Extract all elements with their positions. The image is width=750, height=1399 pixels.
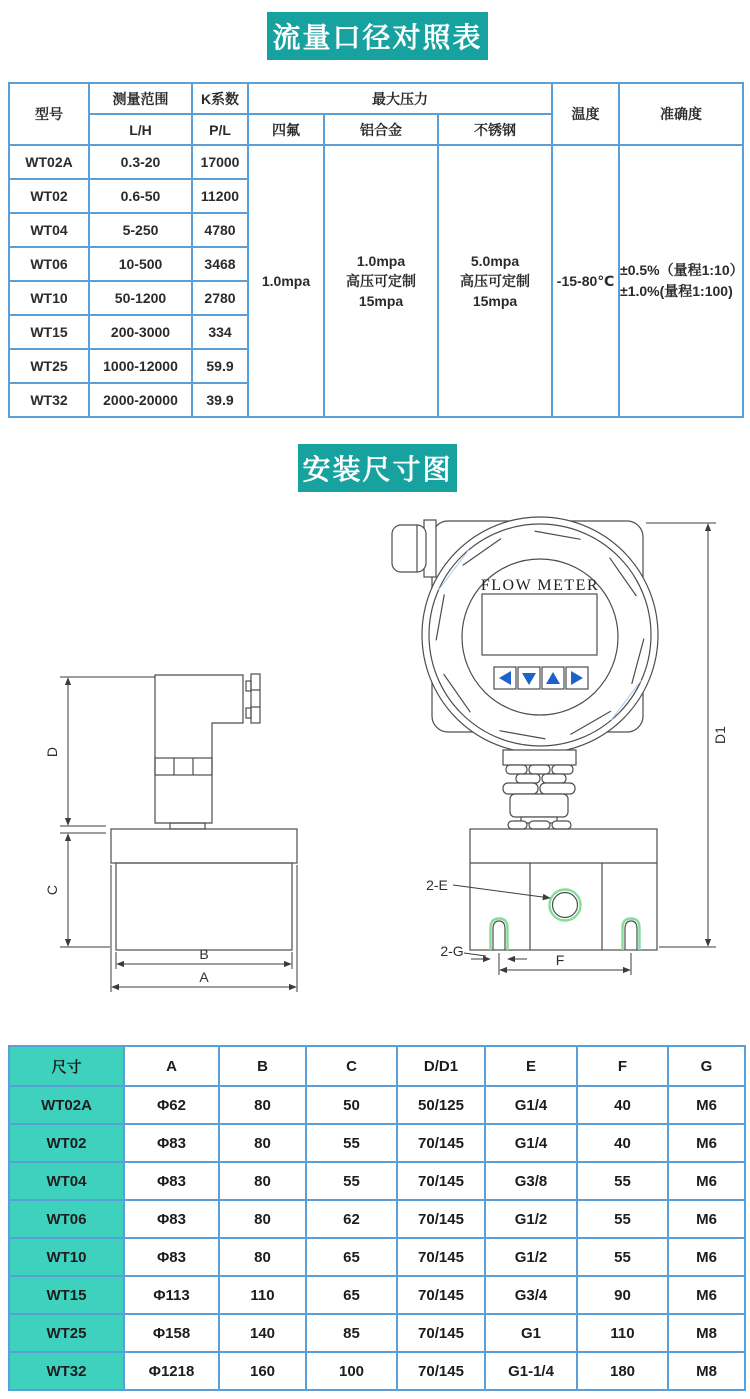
table-row <box>9 1200 745 1238</box>
b-cell: 160 <box>219 1352 306 1390</box>
e-cell: G1/2 <box>485 1200 577 1238</box>
range-cell: 2000-20000 <box>89 383 192 417</box>
front-view-drawing <box>392 517 728 975</box>
side-view-drawing <box>44 674 297 992</box>
f-cell: 180 <box>577 1352 668 1390</box>
b-cell: 80 <box>219 1162 306 1200</box>
fitting-stack <box>503 750 576 829</box>
c-cell: 55 <box>306 1124 397 1162</box>
k-cell: 59.9 <box>192 349 248 383</box>
dim-table-body <box>9 1086 745 1390</box>
mounting-slots <box>491 919 640 951</box>
g-cell: M6 <box>668 1086 745 1124</box>
table-row <box>9 1238 745 1276</box>
model-cell: WT02 <box>9 1124 124 1162</box>
f-cell: 110 <box>577 1314 668 1352</box>
dimension-d1 <box>646 523 728 947</box>
dim-header-row <box>9 1046 745 1086</box>
dimension-label-f: F <box>555 952 565 968</box>
aluminum-pressure-cell <box>324 145 438 417</box>
model-cell: WT06 <box>9 1200 124 1238</box>
g-cell: M6 <box>668 1238 745 1276</box>
header-model: 型号 <box>9 83 89 145</box>
dimension-a <box>111 865 297 992</box>
flow-spec-table <box>8 82 744 418</box>
connector-plug <box>246 674 260 723</box>
k-cell: 334 <box>192 315 248 349</box>
dimension-label-d: D <box>44 746 60 758</box>
model-cell: WT25 <box>9 1314 124 1352</box>
g-cell: M6 <box>668 1162 745 1200</box>
range-cell: 1000-12000 <box>89 349 192 383</box>
dimension-d <box>44 677 155 826</box>
e-cell: G1 <box>485 1314 577 1352</box>
base-body <box>116 863 292 950</box>
hole-callout <box>426 877 550 898</box>
g-cell: M6 <box>668 1200 745 1238</box>
dimension-label-c: C <box>44 884 60 896</box>
ptfe-pressure-cell: 1.0mpa <box>248 145 324 417</box>
c-cell: 50 <box>306 1086 397 1124</box>
accuracy-line1: ±0.5%（量程1:10） <box>620 262 744 278</box>
hole-label: 2-E <box>426 877 448 893</box>
header-g: G <box>668 1046 745 1086</box>
header-f: F <box>577 1046 668 1086</box>
model-cell: WT02 <box>9 179 89 213</box>
header-k: K系数 <box>192 83 248 114</box>
dd1-cell: 70/145 <box>397 1124 485 1162</box>
hex-band <box>155 758 212 775</box>
header-max-pressure: 最大压力 <box>248 83 552 114</box>
model-cell: WT02A <box>9 1086 124 1124</box>
outer-bezel-circle <box>422 517 658 753</box>
f-cell: 55 <box>577 1162 668 1200</box>
header-range-unit: L/H <box>89 114 192 145</box>
b-cell: 80 <box>219 1238 306 1276</box>
dimension-label-d1: D1 <box>712 726 728 744</box>
table-row <box>9 145 743 179</box>
slot-label: 2-G <box>440 943 464 959</box>
install-diagram-title: 安装尺寸图 <box>302 454 453 485</box>
e-cell: G1/2 <box>485 1238 577 1276</box>
table-row <box>9 1162 745 1200</box>
c-cell: 62 <box>306 1200 397 1238</box>
b-cell: 80 <box>219 1086 306 1124</box>
header-temperature: 温度 <box>552 83 619 145</box>
k-cell: 39.9 <box>192 383 248 417</box>
model-cell: WT10 <box>9 1238 124 1276</box>
header-stainless: 不锈钢 <box>438 114 552 145</box>
temperature-cell: -15-80℃ <box>552 145 619 417</box>
model-cell: WT04 <box>9 1162 124 1200</box>
g-cell: M8 <box>668 1314 745 1352</box>
model-cell: WT15 <box>9 1276 124 1314</box>
header-ptfe: 四氟 <box>248 114 324 145</box>
cable-gland <box>392 520 436 577</box>
e-cell: G3/8 <box>485 1162 577 1200</box>
model-cell: WT10 <box>9 281 89 315</box>
dimension-f <box>499 952 631 975</box>
model-cell: WT32 <box>9 1352 124 1390</box>
f-cell: 55 <box>577 1200 668 1238</box>
port-hole <box>550 890 581 921</box>
f-cell: 90 <box>577 1276 668 1314</box>
range-cell: 50-1200 <box>89 281 192 315</box>
model-cell: WT15 <box>9 315 89 349</box>
base-plate <box>111 829 297 863</box>
neck <box>170 823 205 829</box>
c-cell: 65 <box>306 1238 397 1276</box>
a-cell: Φ113 <box>124 1276 219 1314</box>
range-cell: 0.6-50 <box>89 179 192 213</box>
range-cell: 200-3000 <box>89 315 192 349</box>
header-aluminum: 铝合金 <box>324 114 438 145</box>
header-dd1: D/D1 <box>397 1046 485 1086</box>
installation-dimension-diagram <box>0 495 750 1010</box>
dd1-cell: 70/145 <box>397 1162 485 1200</box>
g-cell: M8 <box>668 1352 745 1390</box>
c-cell: 100 <box>306 1352 397 1390</box>
a-cell: Φ83 <box>124 1238 219 1276</box>
model-cell: WT04 <box>9 213 89 247</box>
aluminum-pressure-line1: 1.0mpa <box>356 252 406 269</box>
e-cell: G1/4 <box>485 1086 577 1124</box>
stainless-pressure-cell <box>438 145 552 417</box>
flow-table-title-banner <box>267 12 488 60</box>
dd1-cell: 70/145 <box>397 1238 485 1276</box>
table-row <box>9 1276 745 1314</box>
accuracy-line2: ±1.0%(量程1:100) <box>620 283 733 299</box>
a-cell: Φ83 <box>124 1124 219 1162</box>
c-cell: 55 <box>306 1162 397 1200</box>
b-cell: 80 <box>219 1200 306 1238</box>
a-cell: Φ158 <box>124 1314 219 1352</box>
header-size: 尺寸 <box>9 1046 124 1086</box>
e-cell: G1-1/4 <box>485 1352 577 1390</box>
g-cell: M6 <box>668 1124 745 1162</box>
header-b: B <box>219 1046 306 1086</box>
dimension-label-b: B <box>199 946 209 962</box>
slot-callout <box>440 943 527 959</box>
model-cell: WT02A <box>9 145 89 179</box>
e-cell: G3/4 <box>485 1276 577 1314</box>
header-a: A <box>124 1046 219 1086</box>
dimension-label-a: A <box>199 969 209 985</box>
range-cell: 5-250 <box>89 213 192 247</box>
table-row <box>9 1086 745 1124</box>
flow-meter-label: FLOW METER <box>480 577 600 594</box>
dd1-cell: 50/125 <box>397 1086 485 1124</box>
a-cell: Φ83 <box>124 1162 219 1200</box>
a-cell: Φ83 <box>124 1200 219 1238</box>
b-cell: 110 <box>219 1276 306 1314</box>
a-cell: Φ1218 <box>124 1352 219 1390</box>
c-cell: 65 <box>306 1276 397 1314</box>
dd1-cell: 70/145 <box>397 1276 485 1314</box>
b-cell: 140 <box>219 1314 306 1352</box>
range-cell: 0.3-20 <box>89 145 192 179</box>
header-k-unit: P/L <box>192 114 248 145</box>
header-c: C <box>306 1046 397 1086</box>
k-cell: 4780 <box>192 213 248 247</box>
stainless-pressure-line1: 5.0mpa <box>470 252 520 269</box>
f-cell: 40 <box>577 1086 668 1124</box>
table-row <box>9 1314 745 1352</box>
header-e: E <box>485 1046 577 1086</box>
b-cell: 80 <box>219 1124 306 1162</box>
k-cell: 3468 <box>192 247 248 281</box>
c-cell: 85 <box>306 1314 397 1352</box>
stainless-pressure-line2: 高压可定制15mpa <box>460 272 530 310</box>
table-row <box>9 1352 745 1390</box>
table-row <box>9 1124 745 1162</box>
aluminum-pressure-line2: 高压可定制15mpa <box>346 272 416 310</box>
dd1-cell: 70/145 <box>397 1200 485 1238</box>
meter-body-outline <box>155 675 243 823</box>
spec-header-row-1 <box>9 83 743 114</box>
flow-table-title: 流量口径对照表 <box>272 22 483 53</box>
model-cell: WT25 <box>9 349 89 383</box>
dimension-table <box>8 1045 746 1391</box>
header-range: 测量范围 <box>89 83 192 114</box>
dd1-cell: 70/145 <box>397 1352 485 1390</box>
k-cell: 17000 <box>192 145 248 179</box>
dimension-c <box>44 833 110 947</box>
model-cell: WT32 <box>9 383 89 417</box>
accuracy-cell <box>619 145 743 417</box>
f-cell: 40 <box>577 1124 668 1162</box>
model-cell: WT06 <box>9 247 89 281</box>
e-cell: G1/4 <box>485 1124 577 1162</box>
dd1-cell: 70/145 <box>397 1314 485 1352</box>
k-cell: 2780 <box>192 281 248 315</box>
f-cell: 55 <box>577 1238 668 1276</box>
header-accuracy: 准确度 <box>619 83 743 145</box>
k-cell: 11200 <box>192 179 248 213</box>
a-cell: Φ62 <box>124 1086 219 1124</box>
g-cell: M6 <box>668 1276 745 1314</box>
range-cell: 10-500 <box>89 247 192 281</box>
install-diagram-title-banner <box>298 444 457 492</box>
